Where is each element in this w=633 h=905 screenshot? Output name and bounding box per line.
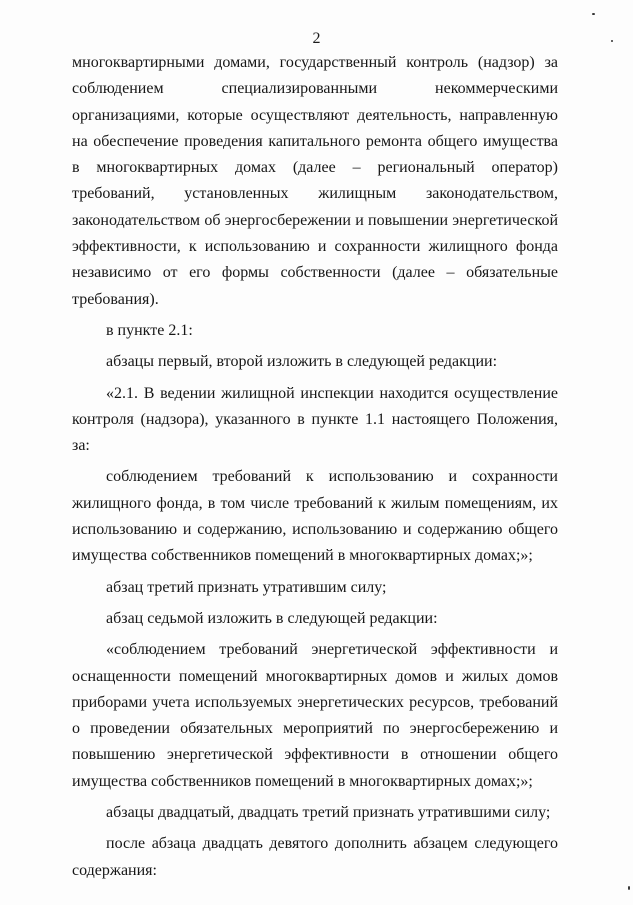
- paragraph-quoted-2-1: «2.1. В ведении жилищной инспекции находится осуществление контроля (надзора), указанного в пункте 1.1 настоящего Положения, за:: [72, 384, 558, 455]
- paragraph-third-void: абзац третий признать утратившим силу;: [106, 578, 387, 596]
- paragraph-compliance-housing: соблюдением требований к использованию и сохранности жилищного фонда, в том числе требований к жилым помещениям, их использованию и содержанию, использованию и содержанию общего имущества собственников помещений в многоквартирных домах;»;: [72, 468, 558, 565]
- scan-speck: [592, 13, 595, 15]
- scan-speck: [611, 40, 613, 42]
- paragraph-point-2-1: в пункте 2.1:: [106, 321, 193, 339]
- scan-speck: [628, 886, 630, 890]
- paragraph-continuation: многоквартирными домами, государственный контроль (надзор) за соблюдением специализированными некоммерческими организациями, которые осуществляют деятельность, направленную на обеспечение проведения капитального ремонта общего имущества в многоквартирных домах (далее – региональный оператор) требований, установленных жилищным законодательством, законодательством об энергосбережении и повышении энергетической эффективности, к использованию и сохранности жилищного фонда независимо от его формы собственности (далее – обязательные требования).: [72, 54, 558, 308]
- page-number: 2: [312, 30, 321, 47]
- paragraph-seventh-amend: абзац седьмой изложить в следующей редакции:: [106, 609, 438, 627]
- document-body: [72, 50, 558, 884]
- paragraph-amend-first-second: абзацы первый, второй изложить в следующей редакции:: [106, 353, 498, 371]
- paragraph-quoted-energy: «соблюдением требований энергетической эффективности и оснащенности помещений многоквартирных домов и жилых домов приборами учета используемых энергетических ресурсов, требований о проведении обязательных мероприятий по энергосбережению и повышению энергетической эффективности в отношении общего имущества собственников помещений в многоквартирных домах;»;: [72, 641, 558, 790]
- paragraph-twentieth-void: абзацы двадцатый, двадцать третий признать утратившими силу;: [106, 804, 551, 822]
- paragraph-after-twenty-ninth: после абзаца двадцать девятого дополнить абзацем следующего содержания:: [72, 835, 558, 879]
